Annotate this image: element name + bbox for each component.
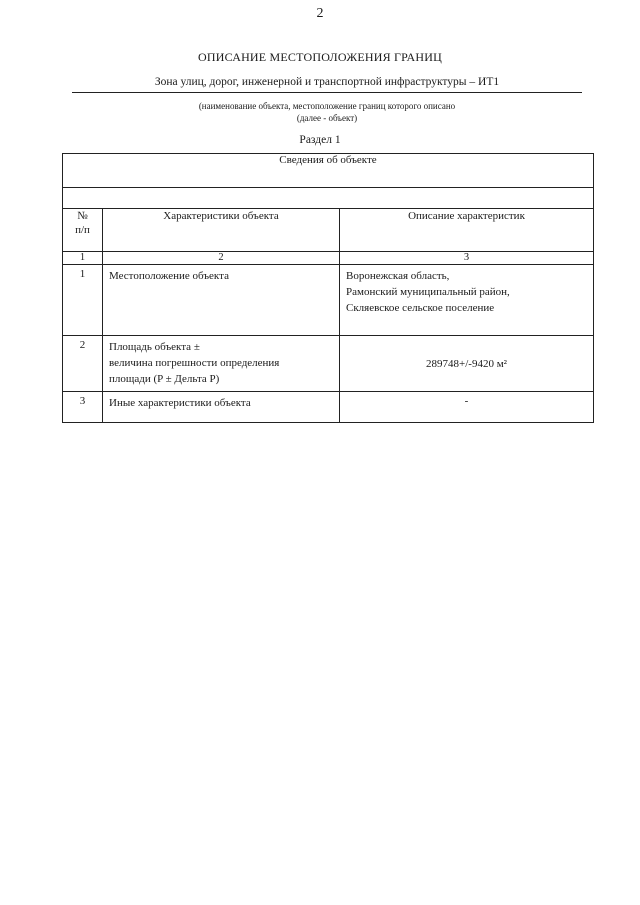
object-info-table [62,153,594,423]
row-value: 289748+/-9420 м² [340,336,594,392]
row-number: 3 [63,392,103,423]
row-value-line: Рамонский муниципальный район, [346,286,510,298]
row-characteristic-line: площади (P ± Дельта P) [109,373,220,385]
row-characteristic-line: величина погрешности определения [109,357,280,369]
row-value-line: Скляевское сельское поселение [346,302,495,314]
row-characteristic-line: Площадь объекта ± [109,341,200,353]
row-characteristic-line: Иные характеристики объекта [109,397,251,409]
document-title: ОПИСАНИЕ МЕСТОПОЛОЖЕНИЯ ГРАНИЦ [198,50,442,64]
column-number: 2 [103,252,340,265]
table-spacer-row [63,188,594,209]
table-header: Сведения об объекте [63,154,594,188]
row-number: 1 [63,265,103,336]
column-number: 1 [63,252,103,265]
row-characteristic [103,392,340,423]
column-header-characteristics: Характеристики объекта [103,209,340,252]
row-characteristic [103,336,340,392]
table-spacer-cell [63,188,594,209]
page-number: 2 [316,6,324,21]
object-caption-line: (наименование объекта, местоположение границ которого описано [198,101,456,111]
row-number: 2 [63,336,103,392]
section-label: Раздел 1 [299,134,341,146]
column-header-num [63,209,103,252]
row-value-line: Воронежская область, [346,270,450,282]
row-value [340,265,594,336]
column-number-row [63,252,594,265]
column-header-num-line: п/п [75,224,90,236]
column-header-num-line: № [77,210,88,222]
object-caption-line: (далее - объект) [296,113,358,123]
table-row [63,336,594,392]
object-name: Зона улиц, дорог, инженерной и транспортной инфраструктуры – ИТ1 [72,76,582,93]
column-header-row [63,209,594,252]
table-row [63,265,594,336]
row-characteristic-line: Местоположение объекта [109,270,229,282]
column-header-description: Описание характеристик [340,209,594,252]
column-number: 3 [340,252,594,265]
row-characteristic [103,265,340,336]
row-value: - [340,392,594,423]
table-header-row [63,154,594,188]
object-caption [72,100,582,124]
table-row [63,392,594,423]
